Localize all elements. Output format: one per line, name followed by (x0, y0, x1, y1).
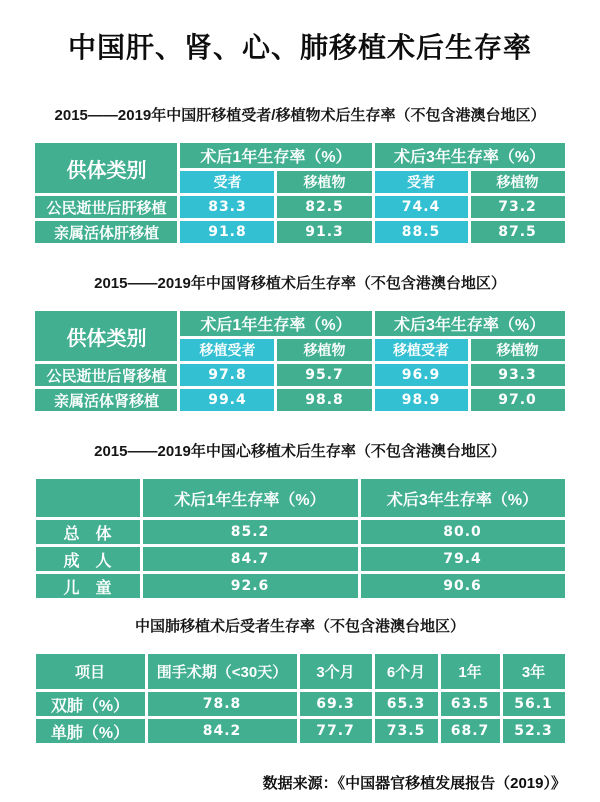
heart-header-row (34, 478, 566, 519)
column-header: 项目 (34, 653, 146, 691)
table-row (34, 718, 566, 745)
liver-corner-header: 供体类别 (34, 142, 179, 195)
table-row (34, 363, 566, 388)
kidney-table (32, 308, 567, 414)
column-header: 1年 (439, 653, 501, 691)
table-row (34, 388, 566, 413)
table-cell: 95.7 (276, 363, 373, 388)
table-cell: 56.1 (501, 691, 566, 718)
column-header: 移植物 (469, 338, 566, 363)
table-cell: 98.8 (276, 388, 373, 413)
table-cell: 99.4 (179, 388, 276, 413)
kidney-group-header-3yr: 术后3年生存率（%） (373, 310, 566, 338)
row-label: 公民逝世后肾移植 (34, 363, 179, 388)
table-cell: 93.3 (469, 363, 566, 388)
column-header: 围手术期（<30天） (146, 653, 298, 691)
column-header: 移植物 (276, 170, 373, 195)
table-cell: 84.7 (141, 546, 359, 573)
row-label: 双肺（%） (34, 691, 146, 718)
table-row (34, 220, 566, 245)
column-header: 6个月 (373, 653, 439, 691)
row-label: 儿 童 (34, 573, 141, 600)
column-header: 移植物 (276, 338, 373, 363)
table-cell: 74.4 (373, 195, 469, 220)
heart-table (33, 476, 568, 601)
table-cell: 65.3 (373, 691, 439, 718)
heart-table-caption: 2015——2019年中国心移植术后生存率（不包含港澳台地区） (94, 443, 506, 460)
table-row (34, 546, 566, 573)
kidney-group-header-1yr: 术后1年生存率（%） (179, 310, 373, 338)
table-cell: 90.6 (359, 573, 566, 600)
column-header: 移植受者 (179, 338, 276, 363)
liver-group-header-1yr: 术后1年生存率（%） (179, 142, 373, 170)
table-cell: 79.4 (359, 546, 566, 573)
table-cell: 96.9 (373, 363, 469, 388)
kidney-header-row (34, 310, 566, 338)
table-row (34, 195, 566, 220)
table-cell: 68.7 (439, 718, 501, 745)
liver-group-header-3yr: 术后3年生存率（%） (373, 142, 566, 170)
row-label: 亲属活体肝移植 (34, 220, 179, 245)
table-row (34, 573, 566, 600)
row-label: 亲属活体肾移植 (34, 388, 179, 413)
data-source-note: 数据来源：《中国器官移植发展报告（2019）》 (262, 775, 566, 792)
row-label: 总 体 (34, 519, 141, 546)
liver-table (32, 140, 567, 246)
row-label: 单肺（%） (34, 718, 146, 745)
table-cell: 82.5 (276, 195, 373, 220)
table-cell: 83.3 (179, 195, 276, 220)
heart-corner-header (34, 478, 141, 519)
table-cell: 63.5 (439, 691, 501, 718)
table-row (34, 519, 566, 546)
table-cell: 91.3 (276, 220, 373, 245)
kidney-table-caption: 2015——2019年中国肾移植术后生存率（不包含港澳台地区） (94, 275, 506, 292)
liver-header-row (34, 142, 566, 170)
heart-group-header-1yr: 术后1年生存率（%） (141, 478, 359, 519)
table-cell: 91.8 (179, 220, 276, 245)
column-header: 移植物 (469, 170, 566, 195)
page-title: 中国肝、肾、心、肺移植术后生存率 (67, 32, 532, 63)
table-cell: 80.0 (359, 519, 566, 546)
column-header: 3个月 (298, 653, 373, 691)
row-label: 成 人 (34, 546, 141, 573)
row-label: 公民逝世后肝移植 (34, 195, 179, 220)
column-header: 受者 (373, 170, 469, 195)
table-cell: 97.8 (179, 363, 276, 388)
column-header: 移植受者 (373, 338, 469, 363)
table-cell: 88.5 (373, 220, 469, 245)
table-cell: 78.8 (146, 691, 298, 718)
table-cell: 87.5 (469, 220, 566, 245)
table-cell: 73.2 (469, 195, 566, 220)
table-row (34, 691, 566, 718)
table-cell: 85.2 (141, 519, 359, 546)
lung-table-caption: 中国肺移植术后受者生存率（不包含港澳台地区） (134, 618, 465, 635)
table-cell: 69.3 (298, 691, 373, 718)
column-header: 3年 (501, 653, 566, 691)
table-cell: 97.0 (469, 388, 566, 413)
table-cell: 52.3 (501, 718, 566, 745)
table-cell: 77.7 (298, 718, 373, 745)
table-cell: 98.9 (373, 388, 469, 413)
table-cell: 92.6 (141, 573, 359, 600)
kidney-corner-header: 供体类别 (34, 310, 179, 363)
column-header: 受者 (179, 170, 276, 195)
table-cell: 73.5 (373, 718, 439, 745)
lung-table (33, 651, 568, 746)
liver-table-caption: 2015——2019年中国肝移植受者/移植物术后生存率（不包含港澳台地区） (54, 107, 546, 124)
table-cell: 84.2 (146, 718, 298, 745)
heart-group-header-3yr: 术后3年生存率（%） (359, 478, 566, 519)
lung-header-row (34, 653, 566, 691)
